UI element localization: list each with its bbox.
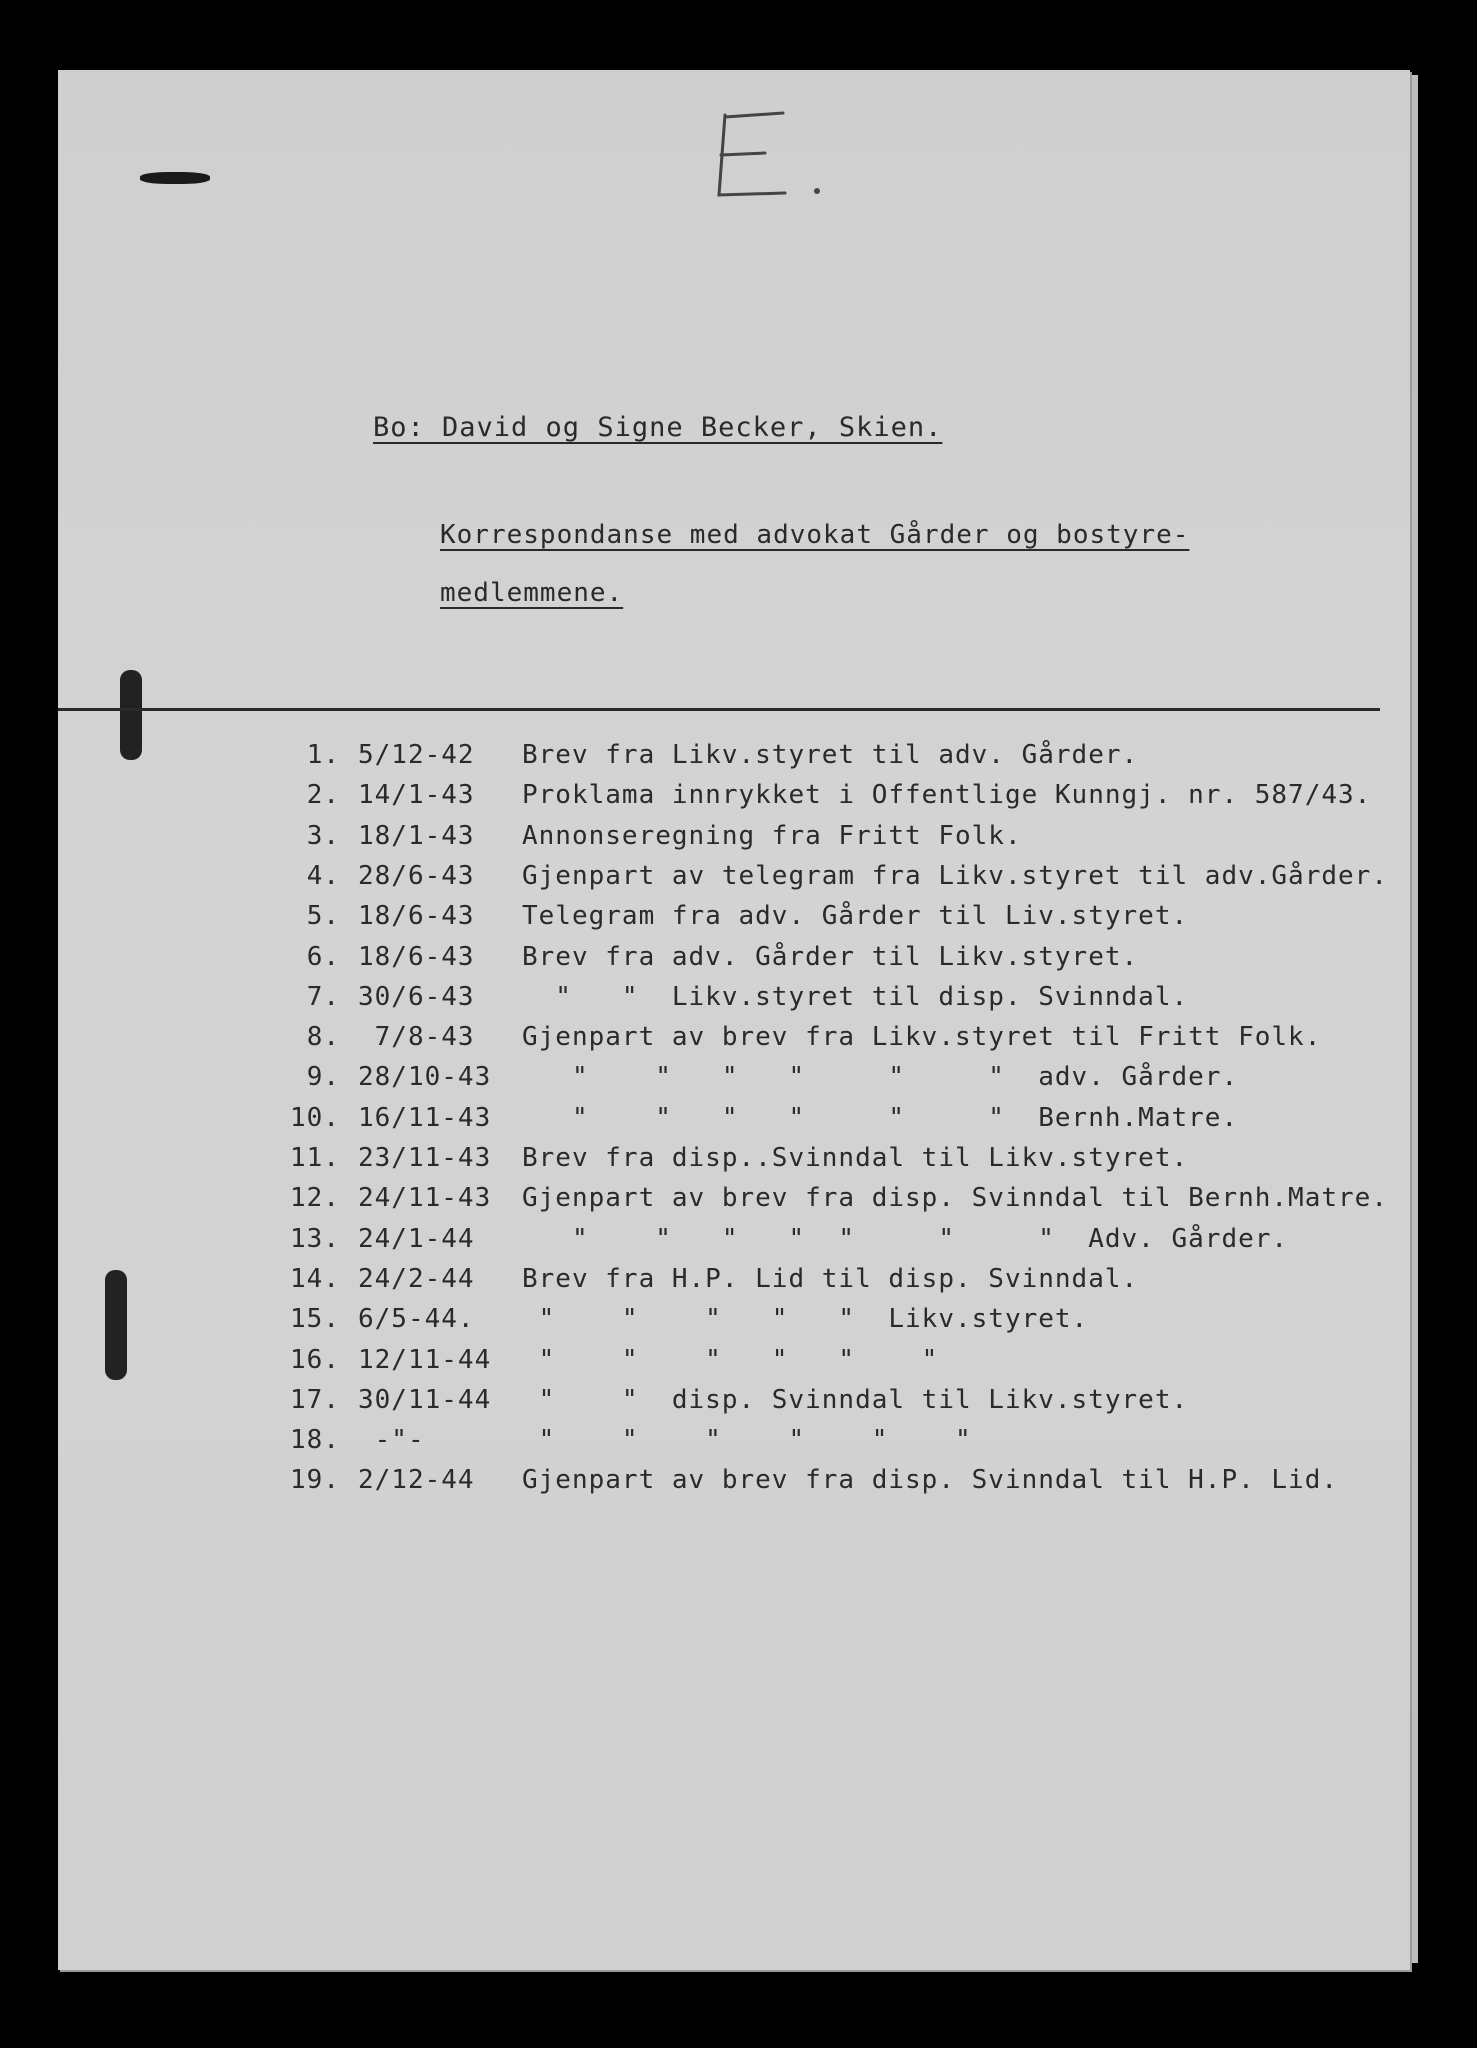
document-subtitle-line-1: Korrespondanse med advokat Gårder og bostyre-: [440, 520, 1190, 550]
entry-number: 8.: [306, 1022, 340, 1053]
entry-description: Gjenpart av telegram fra Likv.styret til adv.Gårder.: [522, 860, 1388, 891]
entry-number: 2.: [306, 780, 340, 811]
entry-date: 14/1-43: [358, 780, 475, 811]
entry-number: 12.: [290, 1183, 340, 1214]
entry-description: Gjenpart av brev fra Likv.styret til Fritt Folk.: [522, 1022, 1322, 1053]
entry-description: " " " " " ": [522, 1344, 939, 1375]
entry-number: 13.: [290, 1223, 340, 1254]
document-subtitle-line-2: medlemmene.: [440, 578, 624, 608]
entry-number: 5.: [306, 901, 340, 932]
entry-date: 18/1-43: [358, 820, 475, 851]
entry-date: 2/12-44: [358, 1465, 475, 1496]
entry-description: " " " " " ": [522, 1425, 972, 1456]
entry-date: 18/6-43: [358, 941, 475, 972]
entry-date: 28/6-43: [358, 860, 475, 891]
punch-hole-mark-lower: [105, 1270, 127, 1380]
entry-number: 19.: [290, 1465, 340, 1496]
entry-description: Brev fra Likv.styret til adv. Gårder.: [522, 740, 1139, 770]
horizontal-rule: [58, 708, 1380, 711]
entry-number: 14.: [290, 1263, 340, 1294]
entry-date: 24/1-44: [358, 1223, 475, 1254]
entry-description: Proklama innrykket i Offentlige Kunngj. nr. 587/43.: [522, 780, 1372, 811]
entry-description: Brev fra disp..Svinndal til Likv.styret.: [522, 1143, 1189, 1173]
entry-number: 11.: [290, 1143, 340, 1173]
entry-description: " " disp. Svinndal til Likv.styret.: [522, 1384, 1189, 1415]
entry-description: Telegram fra adv. Gårder til Liv.styret.: [522, 901, 1189, 932]
entry-description: " " " " " " Bernh.Matre.: [522, 1102, 1239, 1133]
entry-number: 1.: [306, 740, 340, 770]
entry-description: Annonseregning fra Fritt Folk.: [522, 820, 1022, 851]
document-title: Bo: David og Signe Becker, Skien.: [373, 412, 943, 443]
entry-number: 15.: [290, 1304, 340, 1335]
entry-number: 10.: [290, 1102, 340, 1133]
entry-date: 6/5-44.: [358, 1304, 475, 1335]
entry-date: 30/6-43: [358, 981, 475, 1012]
entry-date: 12/11-44: [358, 1344, 492, 1375]
entry-number: 3.: [306, 820, 340, 851]
ink-mark-top-left: [140, 172, 210, 184]
entry-description: " " " " " " " Adv. Gårder.: [522, 1223, 1289, 1254]
entry-number: 16.: [290, 1344, 340, 1375]
punch-hole-mark-upper: [120, 670, 142, 760]
entry-date: 5/12-42: [358, 740, 475, 770]
entry-description: Gjenpart av brev fra disp. Svinndal til H.P. Lid.: [522, 1465, 1339, 1496]
document-page: [58, 70, 1410, 1970]
entry-number: 7.: [306, 981, 340, 1012]
entry-date: 7/8-43: [358, 1022, 475, 1053]
entry-date: 28/10-43: [358, 1062, 492, 1093]
entry-description: " " " " " Likv.styret.: [522, 1304, 1089, 1335]
entry-date: 30/11-44: [358, 1384, 492, 1415]
entry-number: 6.: [306, 941, 340, 972]
entry-number: 9.: [306, 1062, 340, 1093]
entry-number: 18.: [290, 1425, 340, 1456]
entry-description: Brev fra H.P. Lid til disp. Svinndal.: [522, 1263, 1139, 1294]
entry-description: Brev fra adv. Gårder til Likv.styret.: [522, 941, 1139, 972]
entry-number: 4.: [306, 860, 340, 891]
entry-number: 17.: [290, 1384, 340, 1415]
entry-date: -"-: [358, 1425, 425, 1456]
entry-date: 16/11-43: [358, 1102, 492, 1133]
entry-description: " " " " " " adv. Gårder.: [522, 1062, 1239, 1093]
entry-date: 18/6-43: [358, 901, 475, 932]
handwritten-letter-mark: [705, 105, 835, 215]
entry-description: Gjenpart av brev fra disp. Svinndal til Bernh.Matre.: [522, 1183, 1388, 1214]
entry-date: 24/2-44: [358, 1263, 475, 1294]
entry-date: 23/11-43: [358, 1143, 492, 1173]
entry-description: " " Likv.styret til disp. Svinndal.: [522, 981, 1189, 1012]
entry-date: 24/11-43: [358, 1183, 492, 1214]
